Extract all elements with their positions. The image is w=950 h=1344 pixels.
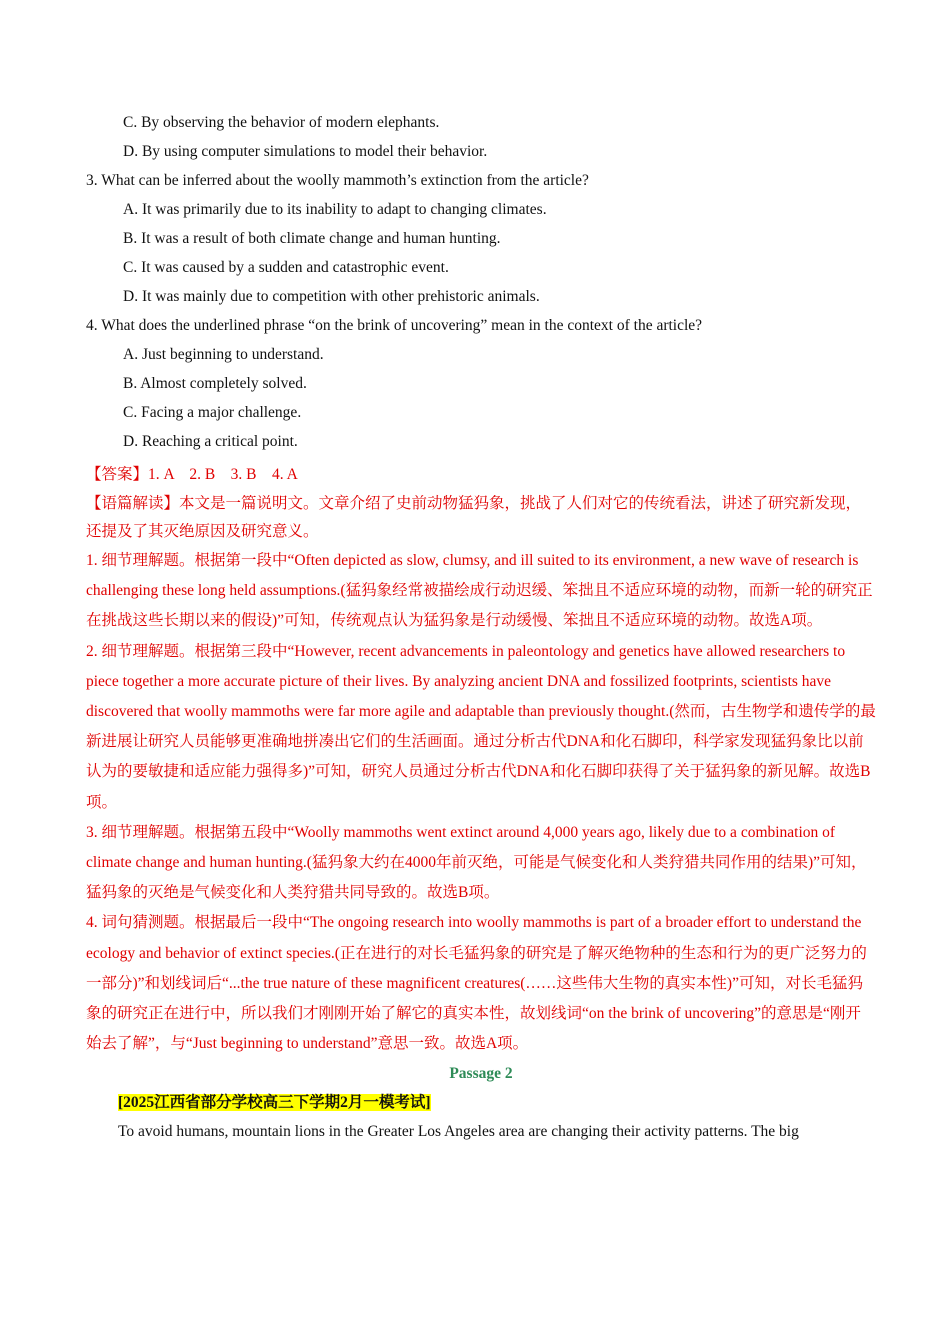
explanation-item-1: 1. 细节理解题。根据第一段中“Often depicted as slow, clumsy, and ill suited to its environment, a new wave of research is challenging these long held assumptions.(猛犸象经常被描绘成行动迟缓、笨拙且不适应环境的动物，而新一轮的研究正在挑战这些长期以来的假设)”可知，传统观点认为猛犸象是行动缓慢、笨拙且不适应环境的动物。故选A项。 [86,552,873,630]
explanation-item-4: 4. 词句猜测题。根据最后一段中“The ongoing research into woolly mammoths is part of a broader effort to understand the ecology and behavior of extinct species.(正在进行的对长毛猛犸象的研究是了解灭绝物种的生态和行为的更广泛努力的一部分)”和划线词后“...the true nature of these magnificent creatures(……这些伟大生物的真实本性)”可知，对长毛猛犸象的研究正在进行中，所以我们才刚刚开始了解它的真实本性，故划线词“on the brink of uncovering”的意思是“刚开始去了解”，与“Just beginning to understand”意思一致。故选A项。 [86,914,867,1053]
q3-question: 3. What can be inferred about the woolly mammoth’s extinction from the article? [86,172,589,189]
q4-option-c: C. Facing a major challenge. [123,404,302,421]
source-tag-line [86,1089,876,1117]
document-page [86,112,876,1147]
q4-option-b: B. Almost completely solved. [123,375,307,392]
passage-interpretation: 【语篇解读】本文是一篇说明文。文章介绍了史前动物猛犸象，挑战了人们对它的传统看法，讲述了研究新发现，还提及了其灭绝原因及研究意义。 [86,495,862,540]
q2-option-c: C. By observing the behavior of modern elephants. [123,114,440,131]
q4-question: 4. What does the underlined phrase “on the brink of uncovering” mean in the context of the article? [86,317,703,334]
q3-option-a: A. It was primarily due to its inability to adapt to changing climates. [123,201,547,218]
q4-option-a: A. Just beginning to understand. [123,346,324,363]
passage-body: To avoid humans, mountain lions in the Greater Los Angeles area are changing their activity patterns. The big [118,1123,799,1141]
explanation-item-2: 2. 细节理解题。根据第三段中“However, recent advancements in paleontology and genetics have allowed researchers to piece together a more accurate picture of their lives. By analyzing ancient DNA and fossilized footprints, scientists have discovered that woolly mammoths were far more agile and adaptable than previously thought.(然而，古生物学和遗传学的最新进展让研究人员能够更准确地拼凑出它们的生活画面。通过分析古代DNA和化石脚印，科学家发现猛犸象比以前认为的要敏捷和适应能力强得多)”可知，研究人员通过分析古代DNA和化石脚印获得了关于猛犸象的新见解。故选B项。 [86,642,876,811]
explanation-item-3: 3. 细节理解题。根据第五段中“Woolly mammoths went extinct around 4,000 years ago, likely due to a combination of climate change and human hunting.(猛犸象大约在4000年前灭绝，可能是气候变化和人类狩猎共同作用的结果)”可知，猛犸象的灭绝是气候变化和人类狩猎共同导致的。故选B项。 [86,823,867,902]
source-tag: [2025江西省部分学校高三下学期2月一模考试] [118,1094,431,1112]
q2-option-d: D. By using computer simulations to model their behavior. [123,143,488,160]
q3-option-b: B. It was a result of both climate change and human hunting. [123,230,501,247]
q4-option-d: D. Reaching a critical point. [123,433,298,450]
q3-option-c: C. It was caused by a sudden and catastrophic event. [123,259,449,276]
answer-key: 【答案】1. A 2. B 3. B 4. A [86,466,298,483]
q3-option-d: D. It was mainly due to competition with other prehistoric animals. [123,288,540,305]
passage-title: Passage 2 [449,1065,513,1083]
